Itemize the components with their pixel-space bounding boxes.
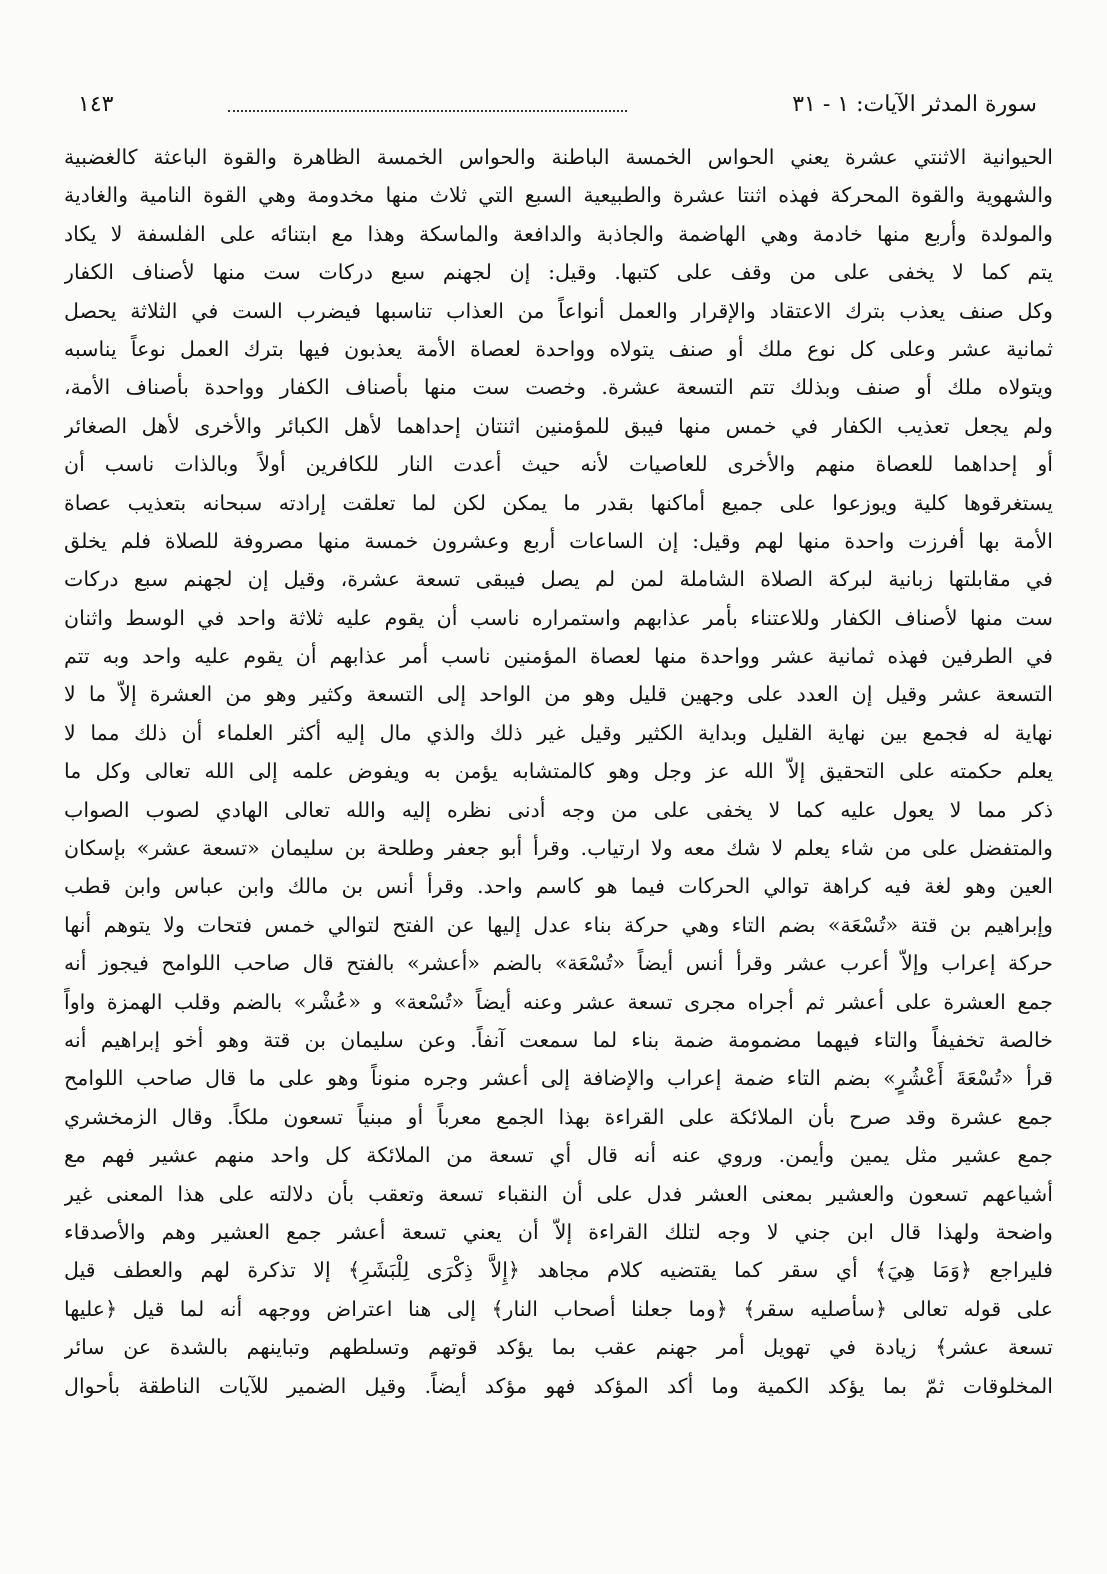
text-line: تسعة عشر﴾ زيادة في تهويل أمر جهنم عقب بما يؤكد قوتهم وتسلطهم وتباينهم بالشدة عن سائر [64, 1335, 1053, 1360]
running-title: سورة المدثر الآيات: ١ - ٣١ [792, 92, 1037, 117]
text-line: والمتفضل على من شاء يعلم لا شك معه ولا ارتياب. وقرأ أبو جعفر وطلحة بن سليمان «تسعة عشر» بإسكان [64, 836, 1053, 861]
text-line: نهاية له فجمع بين نهاية القليل وبداية الكثير وقيل غير ذلك والذي مال إليه أكثر العلماء أن ذلك مما لا [64, 720, 1053, 745]
text-line: ولم يجعل تعذيب الكفار في خمس منها فيبق للمؤمنين اثنتان إحداهما لأهل الكبائر والأخرى لأهل الصغائر [64, 413, 1053, 438]
text-line: حركة إعراب وإلاّ أعرب عشر وقرأ أنس أيضاً «تُسْعَة» بالضم «أعشر» بالفتح قال صاحب اللوامح فيجوز أنه [64, 951, 1053, 976]
text-line: وإبراهيم بن قتة «تُسْعَة» بضم التاء وهي حركة بناء عدل إليها عن الفتح لتوالي خمس فتحات ولا يتوهم أنها [64, 912, 1053, 937]
text-line: المخلوقات ثمّ بما يؤكد الكمية وما أكد المؤكد فهو مؤكد أيضاً. وقيل الضمير للآيات الناطقة بأحوال [64, 1373, 1053, 1398]
text-line: يعلم حكمته على التحقيق إلاّ الله عز وجل وهو كالمتشابه يؤمن به ويفوض علمه إلى الله تعالى وكل ما [64, 759, 1053, 784]
text-line: في الطرفين فهذه ثمانية عشر وواحدة منها لعصاة المؤمنين ناسب أمر عذابهم أن يقوم عليه واحد وبه تتم [64, 644, 1053, 669]
text-line: في مقابلتها زبانية لبركة الصلاة الشاملة لمن لم يصل فيبقى تسعة عشرة، وقيل إن لجهنم سبع دركات [64, 567, 1053, 592]
text-line: جمع العشرة على أعشر ثم أجراه مجرى تسعة عشر وعنه أيضاً «تُسْعة» و «عُشْر» بالضم وقلب الهمزة واواً [64, 989, 1053, 1014]
page-number: ١٤٣ [78, 92, 114, 117]
text-line: يتم كما لا يخفى على من وقف على كتبها. وقيل: إن لجهنم سبع دركات ست منها لأصناف الكفار [64, 260, 1053, 285]
text-line: جمع عشير مثل يمين وأيمن. وروي عنه أنه قال أي تسعة من الملائكة كل واحد منهم عشير فهم مع [64, 1143, 1053, 1168]
text-line: الأمة بها أفرزت واحدة منها لهم وقيل: إن الساعات أربع وعشرون خمسة منها مصروفة للصلاة فلم يخلق [64, 528, 1053, 553]
text-line: أو إحداهما للعصاة منهم والأخرى للعاصيات لأنه حيث أعدت النار للكافرين أولاً وبالذات ناسب أن [64, 452, 1053, 477]
text-line: فليراجع ﴿وَمَا هِيَ﴾ أي سقر كما يقتضيه كلام مجاهد ﴿إِلاَّ ذِكْرَى لِلْبَشَرِ﴾ إلا تذكرة لهم والعطف قيل [64, 1258, 1053, 1283]
text-line: العين وهو لغة فيه كراهة توالي الحركات فيما هو كاسم واحد. وقرأ أنس بن مالك وابن عباس وابن قطب [64, 874, 1053, 899]
text-line: والمولدة وأربع منها خادمة وهي الهاضمة والجاذبة والدافعة والماسكة وهذا مع ابتنائه على الفلسفة لا يكاد [64, 221, 1053, 246]
text-line: خالصة تخفيفاً والتاء فيهما مضمومة ضمة بناء لما سمعت آنفاً. وعن سليمان بن قتة وهو أخو إبراهيم أنه [64, 1027, 1053, 1052]
body-text [64, 138, 1053, 1405]
text-line: التسعة عشر وقيل إن العدد على وجهين قليل وهو من الواحد إلى التسعة وكثير وهو من العشرة إلاّ ما لا [64, 682, 1053, 707]
text-line: واضحة ولهذا قال ابن جني لا وجه لتلك القراءة إلاّ أن يعني تسعة أعشر جمع العشير وهم والأصدقاء [64, 1219, 1053, 1244]
text-line: ست منها لأصناف الكفار وللاعتناء بأمر عذابهم واستمراره ناسب أن يقوم عليه ثلاثة واحد في الوسط واثنان [64, 605, 1053, 630]
text-line: ذكر مما لا يعول عليه كما لا يخفى على من وجه أدنى نظره إليه والله تعالى الهادي لصوب الصواب [64, 797, 1053, 822]
text-line: أشياعهم تسعون والعشير بمعنى العشر فدل على أن النقباء تسعة وتعقب بأن دلالته على هذا المعنى غير [64, 1181, 1053, 1206]
running-header [78, 84, 1037, 126]
text-line: والشهوية والقوة المحركة فهذه اثنتا عشرة والطبيعية السبع التي ثلاث منها مخدومة وهي القوة النامية والغادية [64, 183, 1053, 208]
text-line: على قوله تعالى ﴿سأصليه سقر﴾ ﴿وما جعلنا أصحاب النار﴾ إلى هنا اعتراض ووجهه أنه لما قيل ﴿عليها [64, 1296, 1053, 1321]
text-line: قرأ «تُسْعَةَ أَعْشُرٍ» بضم التاء ضمة إعراب والإضافة إلى أعشر وجره منوناً وهو على ما قال صاحب اللوامح [64, 1066, 1053, 1091]
text-line: جمع عشرة وقد صرح بأن الملائكة على القراءة بهذا الجمع معرباً أو مبنياً تسعون ملكاً. وقال الزمخشري [64, 1104, 1053, 1129]
dotted-leader [228, 110, 627, 112]
text-line: ثمانية عشر وعلى كل نوع ملك أو صنف يتولاه وواحدة لعصاة الأمة يعذبون فيها بترك العمل نوعاً يناسبه [64, 336, 1053, 361]
text-line: يستغرقوها كلية ويوزعوا على جميع أماكنها بقدر ما يمكن لكن لما تعلقت إرادته سبحانه بتعذيب عصاة [64, 490, 1053, 515]
text-line: وكل صنف يعذب بترك الاعتقاد والإقرار والعمل أنواعاً من العذاب تناسبها فيضرب الست في الثلاثة يحصل [64, 298, 1053, 323]
text-line: الحيوانية الاثنتي عشرة يعني الحواس الخمسة الباطنة والحواس الخمسة الظاهرة والقوة الباعثة كالغضبية [64, 145, 1053, 169]
text-line: ويتولاه ملك أو صنف وبذلك تتم التسعة عشرة. وخصت ست منها بأصناف الكفار وواحدة بأصناف الأمة، [64, 375, 1053, 400]
